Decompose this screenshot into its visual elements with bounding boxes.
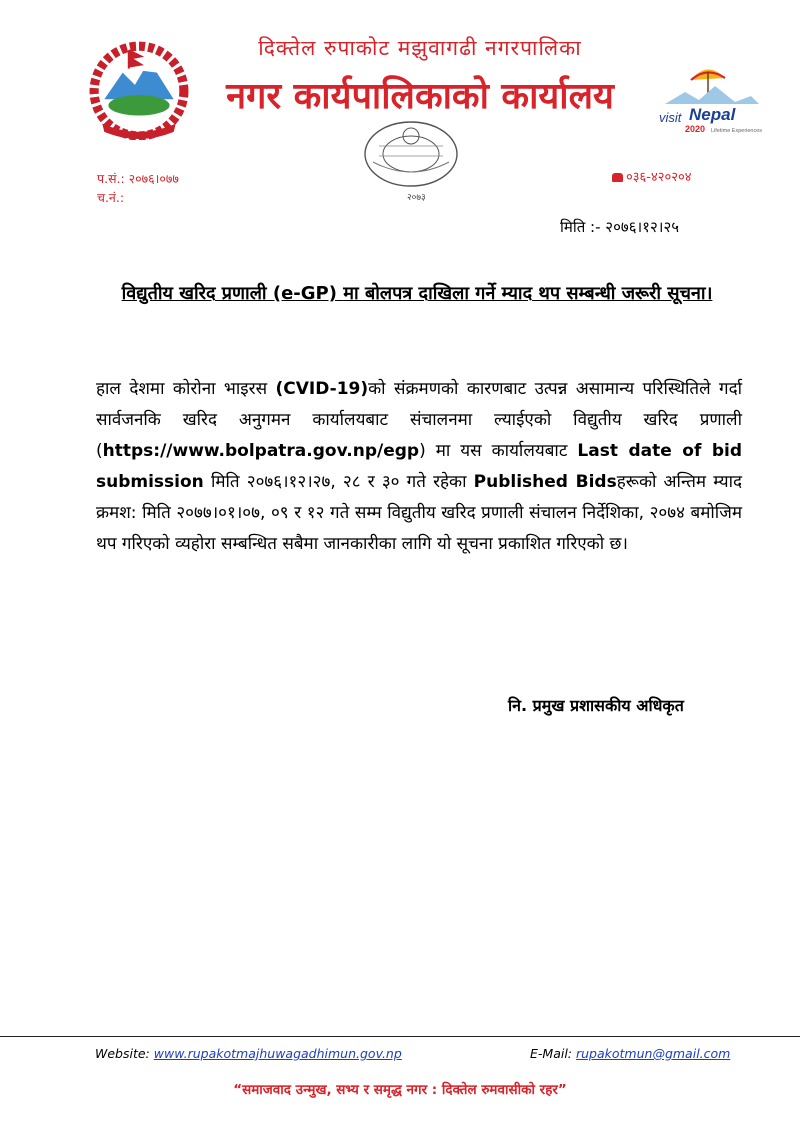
website-link[interactable]: www.rupakotmajhuwagadhimun.gov.np bbox=[153, 1046, 402, 1061]
official-stamp bbox=[355, 108, 473, 204]
signatory-title: नि. प्रमुख प्रशासकीय अधिकृत bbox=[508, 696, 684, 715]
footer-email bbox=[530, 1046, 730, 1062]
dispatch-number: च.नं.: bbox=[97, 190, 125, 205]
phone-value: ०३६-४२०२०४ bbox=[626, 170, 692, 185]
body-last-date: Last date of bid submission bbox=[96, 441, 743, 492]
visit-nepal-year: 2020 bbox=[685, 124, 706, 134]
notice-date: मिति :- २०७६।१२।२५ bbox=[560, 218, 680, 236]
email-label: E-Mail: bbox=[530, 1046, 576, 1061]
body-covid: (CVID-19) bbox=[275, 379, 369, 399]
nepal-emblem-icon bbox=[88, 38, 190, 140]
website-label: Website: bbox=[95, 1046, 154, 1061]
office-name: नगर कार्यपालिकाको कार्यालय bbox=[226, 76, 614, 117]
notice-body bbox=[96, 374, 742, 560]
footer-website bbox=[95, 1046, 402, 1062]
body-s5: हरूको अन्तिम म्याद क्रमश: मिति २०७७।०१।०७, ०९ र १२ गते सम्म विद्युतीय खरिद प्रणाली संचालन निर्देशिका, २०७४ बमोजिम थप गरिएको व्यहोरा सम्बन्धित सबैमा जानकारीका लागि यो सूचना प्रकाशित गरिएको छ। bbox=[96, 472, 743, 554]
subject-egp: (e-GP) bbox=[272, 283, 337, 304]
footer-slogan: “समाजवाद उन्मुख, सभ्य र समृद्ध नगर : दिक्तेल रुमवासीको रहर” bbox=[233, 1082, 567, 1098]
reference-number: प.सं.: २०७६।०७७ bbox=[97, 171, 179, 186]
subject-part2: मा बोलपत्र दाखिला गर्ने म्याद थप सम्बन्धी जरूरी सूचना। bbox=[343, 283, 713, 304]
visit-nepal-word1: visit bbox=[659, 110, 682, 125]
stamp-year: २०७३ bbox=[407, 193, 426, 203]
body-s3: ) मा यस कार्यालयबाट bbox=[419, 441, 568, 461]
email-link[interactable]: rupakotmun@gmail.com bbox=[575, 1046, 731, 1061]
telephone-icon bbox=[612, 173, 623, 182]
visit-nepal-tag: Lifetime Experiences bbox=[711, 128, 763, 134]
visit-nepal-word2: Nepal bbox=[689, 105, 736, 124]
municipality-name: दिक्तेल रुपाकोट मझुवागढी नगरपालिका bbox=[258, 36, 582, 60]
body-s4: मिति २०७६।१२।२७, २८ र ३० गते रहेका bbox=[210, 472, 467, 492]
footer-divider bbox=[0, 1036, 800, 1037]
notice-subject bbox=[92, 276, 742, 312]
visit-nepal-2020-logo bbox=[655, 52, 765, 134]
body-published-bids: Published Bids bbox=[473, 472, 617, 492]
subject-part1: विद्युतीय खरिद प्रणाली bbox=[121, 283, 267, 304]
phone-number bbox=[612, 170, 692, 186]
body-s1: हाल देशमा कोरोना भाइरस bbox=[96, 379, 268, 399]
body-s2: को संक्रमणको कारणबाट उत्पन्न असामान्य परिस्थितिले गर्दा सार्वजनकि खरिद अनुगमन कार्यालयबाट संचालनमा ल्याईएको विद्युतीय खरिद प्रणाली ( bbox=[96, 379, 743, 461]
body-url: https://www.bolpatra.gov.np/egp bbox=[102, 441, 420, 461]
